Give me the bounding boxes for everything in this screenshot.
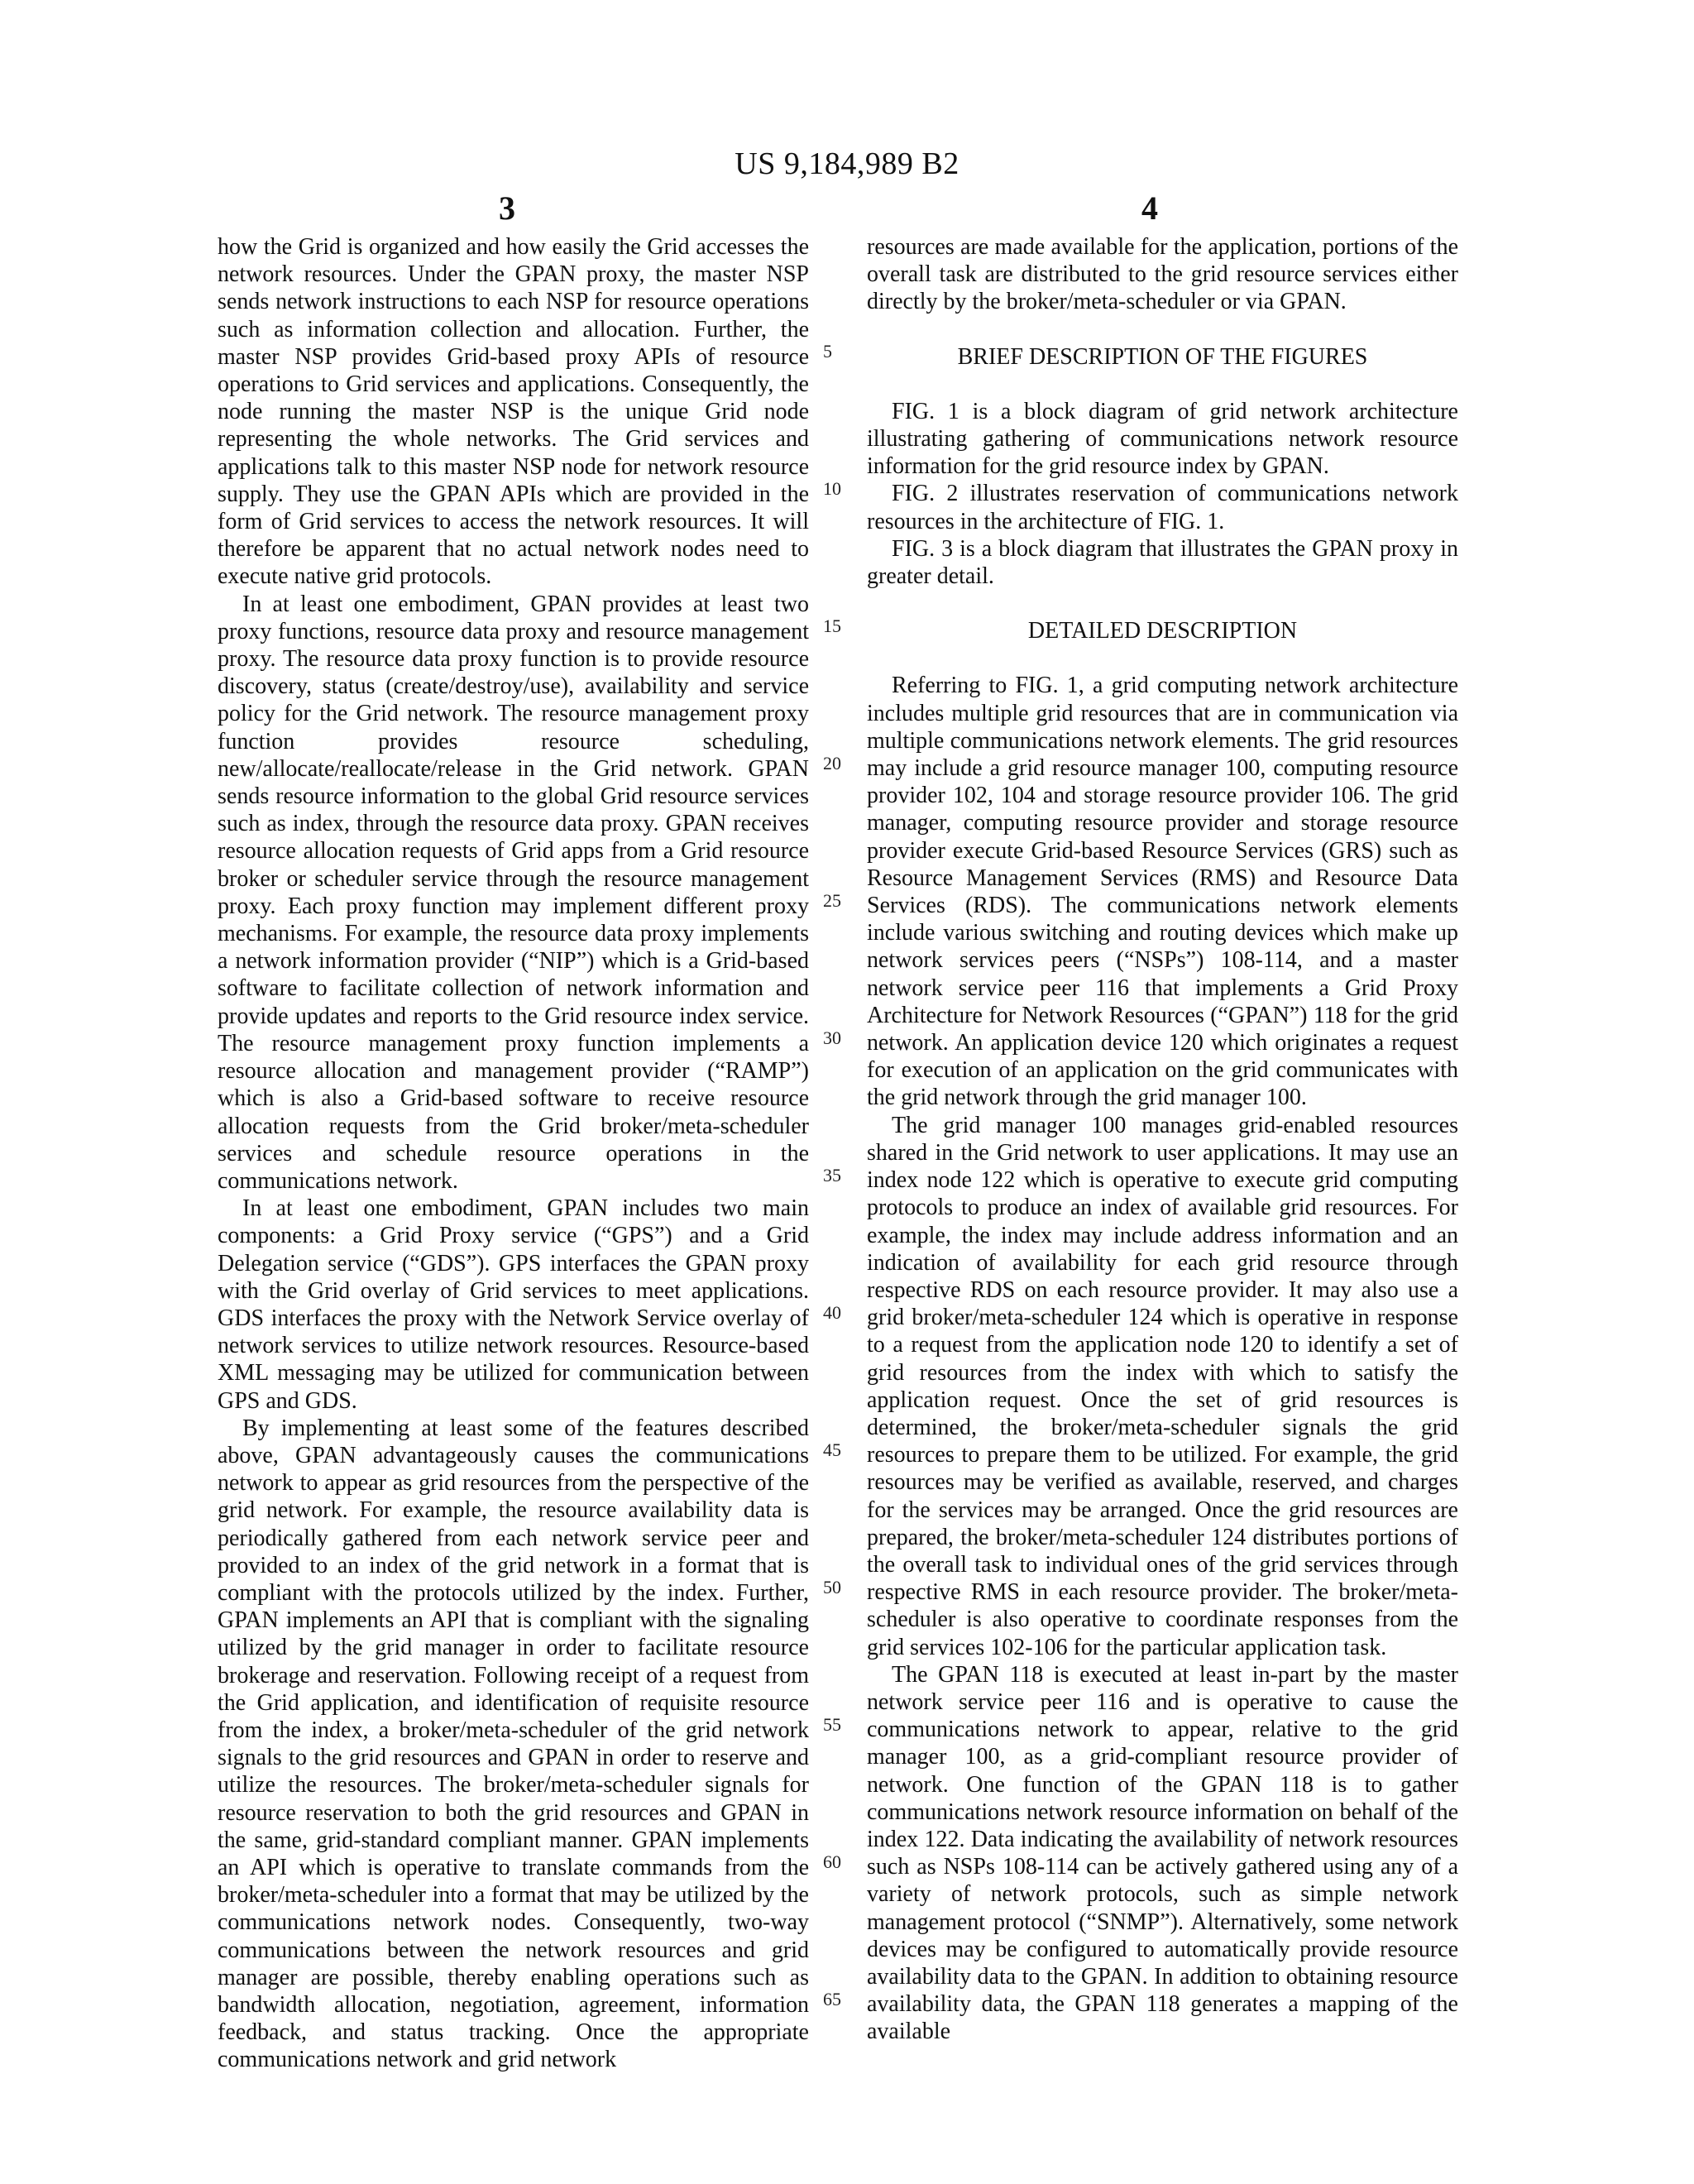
line-number: 55 [823, 1714, 841, 1735]
left-paragraph-4: By implementing at least some of the features described above, GPAN advantageously causes the communications network to appear as grid resources from the perspective of the grid network. For example, the resource availability data is periodically gathered from each network service peer and provided to an index of the grid network in a format that is compliant with the protocols utilized by the index. Further, GPAN implements an API that is compliant with the signaling utilized by the grid manager in order to facilitate resource brokerage and reservation. Following receipt of a request from the Grid application, and identification of requisite resource from the index, a broker/meta-scheduler of the grid network signals to the grid resources and GPAN in order to reserve and utilize the resources. The broker/meta-scheduler signals for resource reservation to both the grid resources and GPAN in the same, grid-standard compliant manner. GPAN implements an API which is operative to translate commands from the broker/meta-scheduler into a format that may be utilized by the communications network nodes. Consequently, two-way communications between the network resources and grid manager are possible, thereby enabling operations such as bandwidth allocation, negotiation, agreement, information feedback, and status tracking. Once the appropriate communications network and grid network [218, 1415, 809, 2073]
column-number-right: 4 [1141, 189, 1158, 227]
line-number: 10 [823, 478, 841, 499]
line-number: 60 [823, 1851, 841, 1872]
line-number: 35 [823, 1165, 841, 1185]
left-paragraph-3: In at least one embodiment, GPAN includes two main components: a Grid Proxy service (“GPS”) and a Grid Delegation service (“GDS”). GPS interfaces the GPAN proxy with the Grid overlay of Grid services to meet applications. GDS interfaces the proxy with the Network Service overlay of network services to utilize network resources. Resource-based XML messaging may be utilized for communication between GPS and GDS. [218, 1195, 809, 1414]
line-number: 40 [823, 1302, 841, 1323]
line-number: 15 [823, 615, 841, 636]
line-number: 5 [823, 341, 832, 362]
line-number: 30 [823, 1027, 841, 1048]
figure-3-description: FIG. 3 is a block diagram that illustrates the GPAN proxy in greater detail. [867, 535, 1458, 590]
section-heading-detailed-description: DETAILED DESCRIPTION [1027, 618, 1298, 644]
left-paragraph-1: how the Grid is organized and how easily the Grid accesses the network resources. Under the GPAN proxy, the master NSP sends network instructions to each NSP for resource operations such as information collection and allocation. Further, the master NSP provides Grid-based proxy APIs of resource operations to Grid services and applications. Consequently, the node running the master NSP is the unique Grid node representing the whole networks. The Grid services and applications talk to this master NSP node for network resource supply. They use the GPAN APIs which are provided in the form of Grid services to access the network resources. It will therefore be apparent that no actual network nodes need to execute native grid protocols. [218, 234, 809, 590]
right-paragraph-4: The GPAN 118 is executed at least in-part by the master network service peer 116 and is operative to cause the communications network to appear, relative to the grid manager 100, as a grid-compliant resource provider of network. One function of the GPAN 118 is to gather communications network resource information on behalf of the index 122. Data indicating the availability of network resources such as NSPs 108-114 can be actively gathered using any of a variety of network protocols, such as simple network management protocol (“SNMP”). Alternatively, some network devices may be configured to automatically provide resource availability data to the GPAN. In addition to obtaining resource availability data, the GPAN 118 generates a mapping of the available [867, 1661, 1458, 2045]
line-number: 45 [823, 1439, 841, 1460]
right-column [867, 233, 1458, 2046]
figure-1-description: FIG. 1 is a block diagram of grid network architecture illustrating gathering of communications network resource information for the grid resource index by GPAN. [867, 398, 1458, 480]
column-number-left: 3 [499, 189, 515, 227]
right-paragraph-3: The grid manager 100 manages grid-enabled resources shared in the Grid network to user applications. It may use an index node 122 which is operative to execute grid computing protocols to produce an index of available grid resources. For example, the index may include address information and an indication of availability for each grid resource through respective RDS on each resource provider. It may also use a grid broker/meta-scheduler 124 which is operative in response to a request from the application node 120 to identify a set of grid resources from the index with which to satisfy the application request. Once the set of grid resources is determined, the broker/meta-scheduler signals the grid resources to prepare them to be utilized. For example, the grid resources may be verified as available, reserved, and charges for the services may be arranged. Once the grid resources are prepared, the broker/meta-scheduler 124 distributes portions of the overall task to individual ones of the grid services through respective RMS in each resource provider. The broker/meta-scheduler is also operative to coordinate responses from the grid services 102-106 for the particular application task. [867, 1112, 1458, 1660]
line-number: 50 [823, 1577, 841, 1597]
left-column [218, 233, 809, 2074]
line-number: 65 [823, 1989, 841, 2009]
left-paragraph-2: In at least one embodiment, GPAN provides at least two proxy functions, resource data proxy and resource management proxy. The resource data proxy function is to provide resource discovery, status (create/destroy/use), availability and service policy for the Grid network. The resource management proxy function provides resource scheduling, new/allocate/reallocate/release in the Grid network. GPAN sends resource information to the global Grid resource services such as index, through the resource data proxy. GPAN receives resource allocation requests of Grid apps from a Grid resource broker or scheduler service through the resource management proxy. Each proxy function may implement different proxy mechanisms. For example, the resource data proxy implements a network information provider (“NIP”) which is a Grid-based software to facilitate collection of network information and provide updates and reports to the Grid resource index service. The resource management proxy function implements a resource allocation and management provider (“RAMP”) which is also a Grid-based software to receive resource allocation requests from the Grid broker/meta-scheduler services and schedule resource operations in the communications network. [218, 591, 809, 1194]
section-heading-brief-description: BRIEF DESCRIPTION OF THE FIGURES [957, 343, 1368, 370]
right-paragraph-1: resources are made available for the application, portions of the overall task are distributed to the grid resource services either directly by the broker/meta-scheduler or via GPAN. [867, 234, 1458, 315]
patent-number: US 9,184,989 B2 [735, 146, 959, 181]
line-number: 25 [823, 890, 841, 911]
figure-2-description: FIG. 2 illustrates reservation of communications network resources in the architecture of FIG. 1. [867, 481, 1458, 534]
line-number: 20 [823, 753, 841, 774]
right-paragraph-2: Referring to FIG. 1, a grid computing network architecture includes multiple grid resources that are in communication via multiple communications network elements. The grid resources may include a grid resource manager 100, computing resource provider 102, 104 and storage resource provider 106. The grid manager, computing resource provider and storage resource provider execute Grid-based Resource Services (GRS) such as Resource Management Services (RMS) and Resource Data Services (RDS). The communications network elements include various switching and routing devices which make up network services peers (“NSPs”) 108-114, and a master network service peer 116 that implements a Grid Proxy Architecture for Network Resources (“GPAN”) 118 for the grid network. An application device 120 which originates a request for execution of an application on the grid communicates with the grid network through the grid manager 100. [867, 673, 1458, 1111]
